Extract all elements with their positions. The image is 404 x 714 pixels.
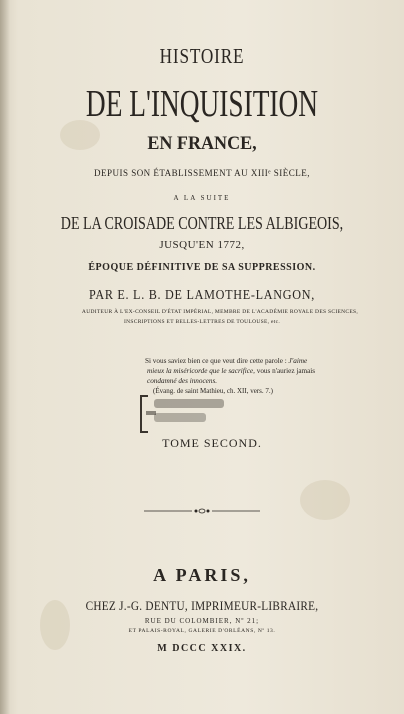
title-line-histoire: HISTOIRE xyxy=(159,44,245,68)
epigraph-line-3: condamné des innocens. xyxy=(147,377,218,385)
author-affiliation-2: INSCRIPTIONS ET BELLES-LETTRES DE TOULOUSE, etc. xyxy=(123,319,281,325)
title-line-inquisition: DE L'INQUISITION xyxy=(85,83,319,125)
library-stamp xyxy=(140,395,252,429)
imprint-date: M DCCC XXIX. xyxy=(157,643,247,654)
stamp-smudge xyxy=(154,399,224,408)
imprint-address-2: ET PALAIS-ROYAL, GALERIE D'ORLÉANS, Nº 13. xyxy=(128,628,276,634)
volume-label: TOME SECOND. xyxy=(162,436,262,450)
epigraph-line-2 xyxy=(145,366,377,376)
subtitle-a-la-suite: A LA SUITE xyxy=(173,194,231,202)
epigraph xyxy=(145,356,377,396)
subtitle-epoque: ÉPOQUE DÉFINITIVE DE SA SUPPRESSION. xyxy=(88,262,316,273)
foxing-spot xyxy=(300,480,350,520)
epigraph-text: Si vous saviez bien ce que veut dire cette parole : xyxy=(145,357,289,365)
epigraph-text: vous n'auriez jamais xyxy=(254,367,316,375)
imprint-city: A PARIS, xyxy=(153,565,251,585)
epigraph-italic: mieux la miséricorde que le sacrifice, xyxy=(147,367,255,375)
binding-shadow xyxy=(0,0,10,714)
author-affiliation-1: AUDITEUR À L'EX-CONSEIL D'ÉTAT IMPÉRIAL, MEMBRE DE L'ACADÉMIE ROYALE DES SCIENCES, xyxy=(81,309,359,315)
epigraph-italic: J'aime xyxy=(288,357,308,365)
title-line-en-france: EN FRANCE, xyxy=(147,133,257,154)
epigraph-line-1 xyxy=(145,356,377,366)
epigraph-citation: (Évang. de saint Mathieu, ch. XII, vers. 7.) xyxy=(153,387,273,395)
author-name: PAR E. L. B. DE LAMOTHE-LANGON, xyxy=(88,287,316,302)
stamp-smudge xyxy=(154,413,206,422)
imprint-address-1: RUE DU COLOMBIER, Nº 21; xyxy=(144,617,260,625)
subtitle-croisade: DE LA CROISADE CONTRE LES ALBIGEOIS, xyxy=(60,213,344,233)
imprint-publisher: CHEZ J.-G. DENTU, IMPRIMEUR-LIBRAIRE, xyxy=(85,599,319,613)
subtitle-depuis: DEPUIS SON ÉTABLISSEMENT AU XIIIᵉ SIÈCLE, xyxy=(94,169,310,179)
ornamental-rule xyxy=(144,508,260,514)
subtitle-jusquen: JUSQU'EN 1772, xyxy=(159,239,245,251)
